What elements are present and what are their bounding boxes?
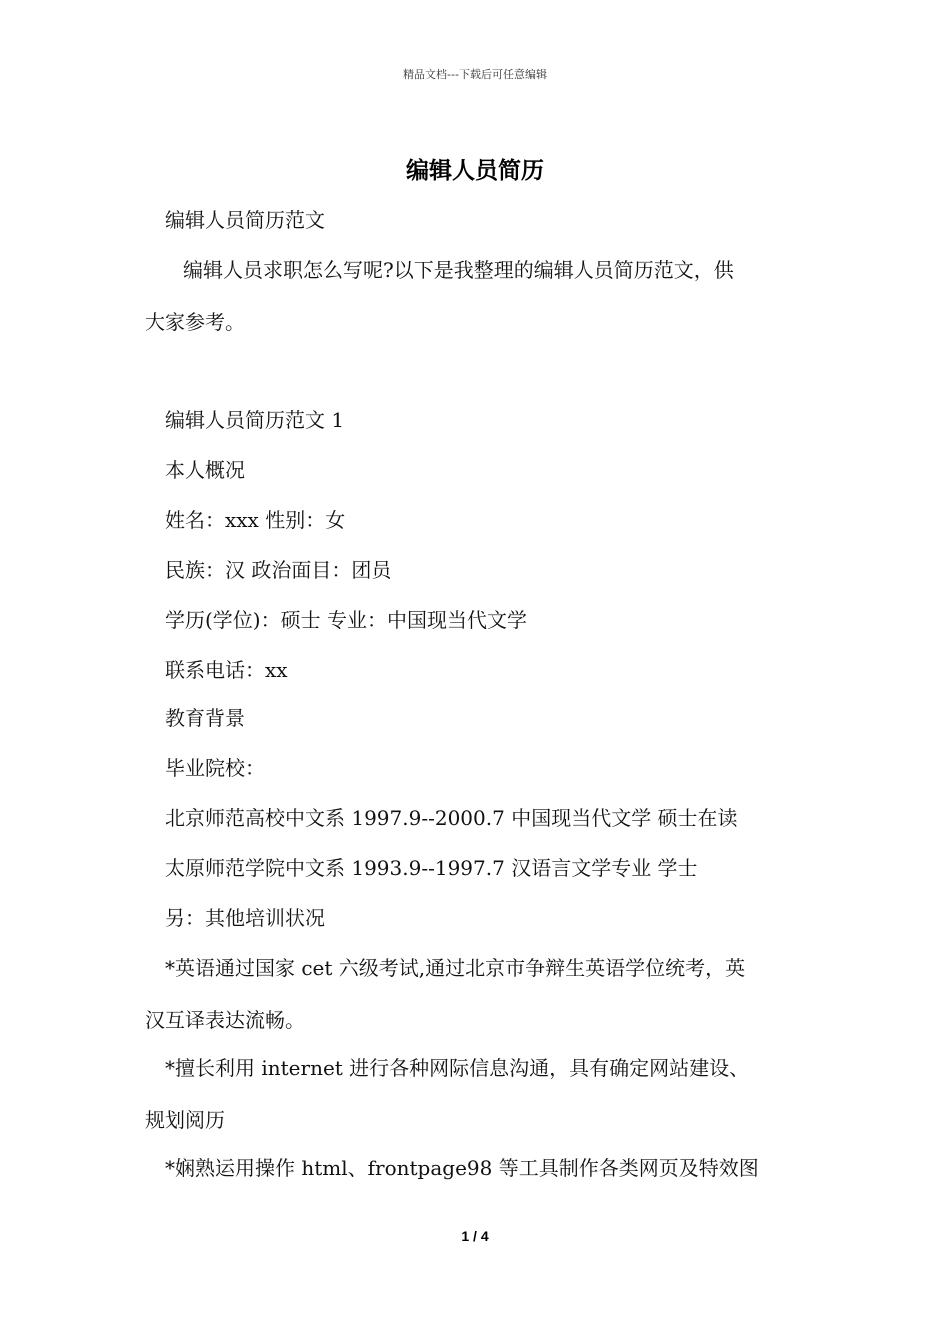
info-line: 联系电话：xx: [165, 658, 288, 682]
document-title: 编辑人员简历: [406, 157, 544, 184]
section-heading: 编辑人员简历范文 1: [165, 408, 345, 432]
bullet-line: *娴熟运用操作 html、frontpage98 等工具制作各类网页及特效图: [165, 1156, 759, 1180]
subsection-heading: 教育背景: [165, 706, 245, 730]
intro-line-2: 大家参考。: [145, 310, 245, 334]
page-number: 1 / 4: [461, 1228, 489, 1244]
info-line: 民族：汉 政治面目：团员: [165, 558, 392, 582]
bullet-continuation: 汉互译表达流畅。: [145, 1008, 305, 1032]
education-line: 太原师范学院中文系 1993.9--1997.7 汉语言文学专业 学士: [165, 856, 698, 880]
education-line: 北京师范高校中文系 1997.9--2000.7 中国现当代文学 硕士在读: [165, 806, 738, 830]
info-line: 另：其他培训状况: [165, 906, 325, 930]
info-line: 毕业院校：: [165, 756, 265, 780]
bullet-line: *擅长利用 internet 进行各种网际信息沟通，具有确定网站建设、: [165, 1056, 750, 1080]
page-header: 精品文档---下载后可任意编辑: [403, 68, 547, 81]
intro-line-1: 编辑人员求职怎么写呢?以下是我整理的编辑人员简历范文，供: [183, 258, 734, 282]
info-line: 学历(学位)：硕士 专业：中国现当代文学: [165, 608, 527, 632]
bullet-continuation: 规划阅历: [145, 1108, 225, 1132]
subtitle-line: 编辑人员简历范文: [165, 208, 325, 232]
subsection-heading: 本人概况: [165, 458, 245, 482]
bullet-line: *英语通过国家 cet 六级考试,通过北京市争辩生英语学位统考，英: [165, 956, 746, 980]
info-line: 姓名：xxx 性别：女: [165, 508, 346, 532]
